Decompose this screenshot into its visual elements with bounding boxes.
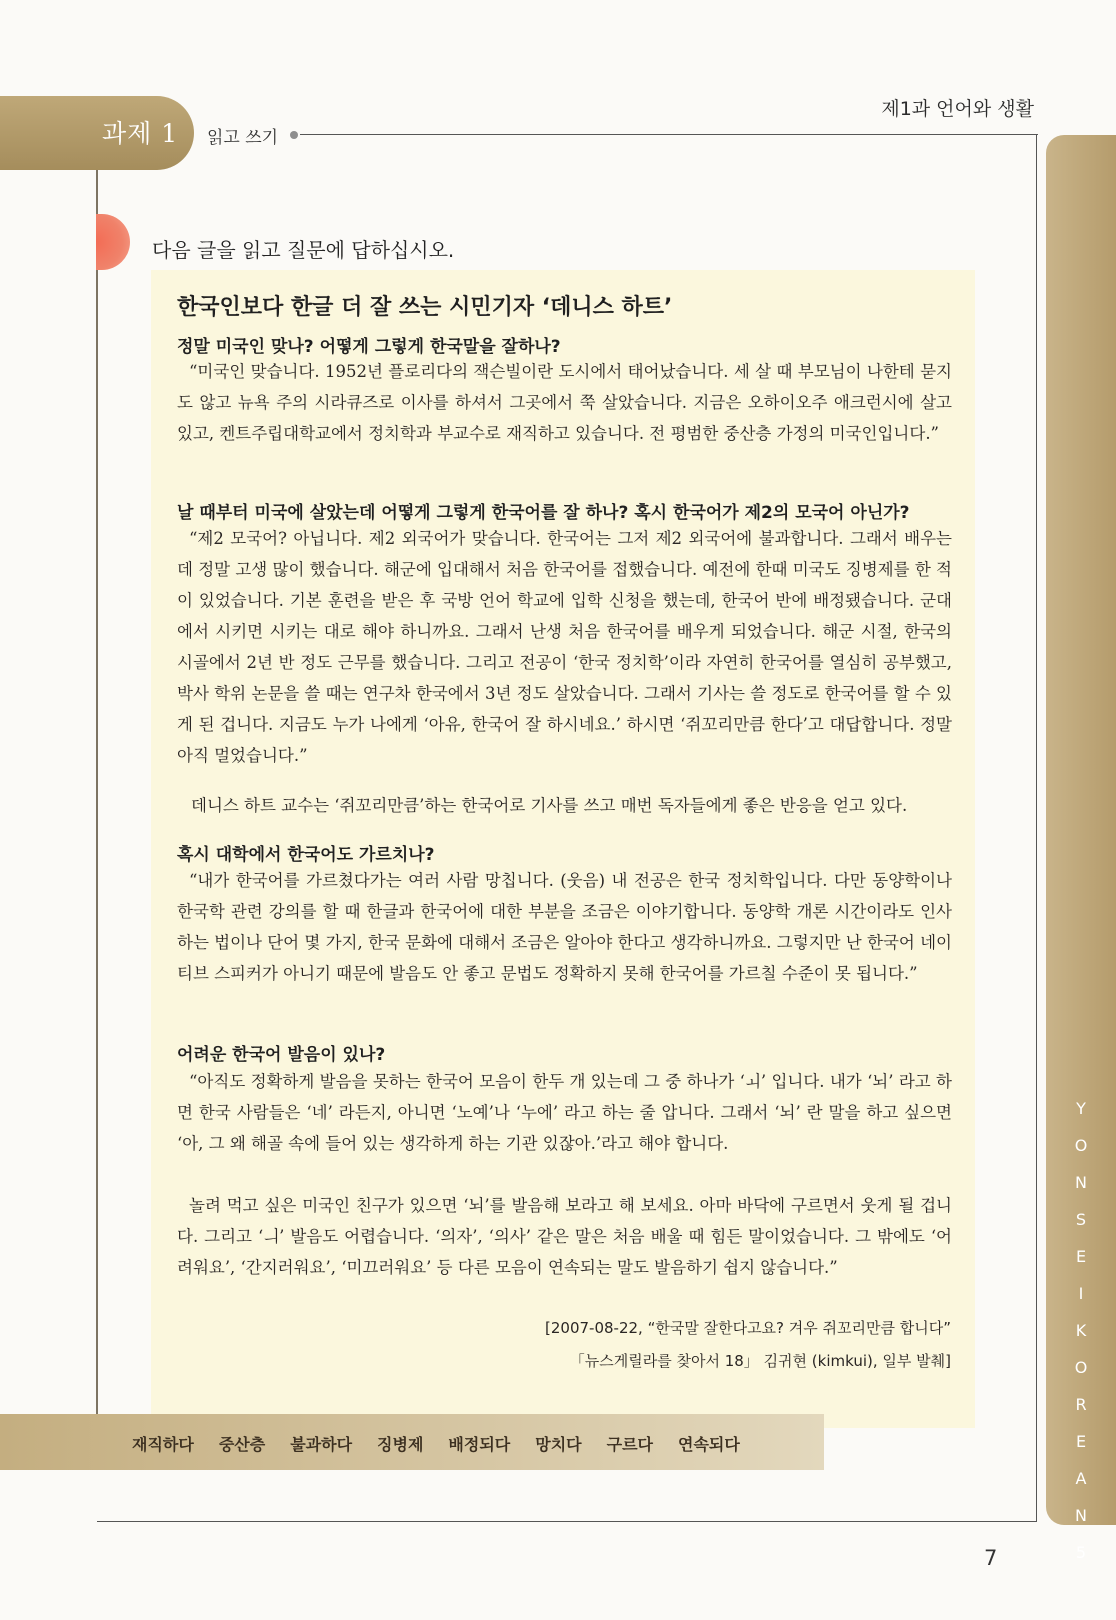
question-2: 날 때부터 미국에 살았는데 어떻게 그렇게 한국어를 잘 하나? 혹시 한국어가 제2의 모국어 아닌가?	[177, 503, 910, 523]
task-label: 과제 1	[102, 119, 179, 148]
vocabulary-item: 징병제	[377, 1435, 424, 1454]
frame-rule-right	[1036, 134, 1037, 1522]
answer-3: “내가 한국어를 가르쳤다가는 여러 사람 망칩니다. (웃음) 내 전공은 한국 정치학입니다. 다만 동양학이나 한국학 관련 강의를 할 때 한글과 한국어에 대한 부분을 조금은 이야기합니다. 동양학 개론 시간이라도 인사하는 법이나 단어 몇 가지, 한국 문화에 대해서 조금은 알아야 한다고 생각하니까요. 그렇지만 난 한국어 네이티브 스피커가 아니기 때문에 발음도 안 좋고 문법도 정확하지 못해 한국어를 가르칠 수준이 못 됩니다.”	[177, 871, 952, 983]
answer-4: “아직도 정확하게 발음을 못하는 한국어 모음이 한두 개 있는데 그 중 하나가 ‘ㅚ’ 입니다. 내가 ‘뇌’ 라고 하면 한국 사람들은 ‘네’ 라든지, 아니면 ‘노예’나 ‘누에’ 라고 하는 줄 압니다. 그래서 ‘뇌’ 란 말을 하고 싶으면 ‘아, 그 왜 해골 속에 들어 있는 생각하게 하는 기관 있잖아.’라고 해야 합니다.	[177, 1072, 952, 1153]
question-1: 정말 미국인 맞나? 어떻게 그렇게 한국말을 잘하나?	[177, 337, 561, 357]
vocabulary-item: 망치다	[535, 1435, 582, 1454]
source-line-1: [2007-08-22, “한국말 잘한다고요? 겨우 쥐꼬리만큼 합니다”	[545, 1319, 951, 1337]
vocabulary-item: 불과하다	[290, 1435, 353, 1454]
answer-1: “미국인 맞습니다. 1952년 플로리다의 잭슨빌이란 도시에서 태어났습니다. 세 살 때 부모님이 나한테 묻지도 않고 뉴욕 주의 시라큐즈로 이사를 하셔서 그곳에서 쭉 살았습니다. 지금은 오하이오주 애크런시에 살고 있고, 켄트주립대학교에서 정치학과 부교수로 재직하고 있습니다. 전 평범한 중산층 가정의 미국인입니다.”	[177, 362, 952, 443]
side-text: Y O N S E I K O R E A N 5	[1074, 1099, 1088, 1562]
header-rule	[300, 134, 1038, 135]
vocabulary-item: 배정되다	[448, 1435, 511, 1454]
frame-rule-bottom	[97, 1521, 1037, 1522]
vocabulary-item: 중산층	[218, 1435, 266, 1454]
section-label: 읽고 쓰기	[207, 128, 279, 148]
question-3: 혹시 대학에서 한국어도 가르치나?	[177, 845, 435, 865]
frame-rule-left	[96, 170, 98, 1440]
page-number: 7	[984, 1546, 998, 1570]
article-note: 데니스 하트 교수는 ‘쥐꼬리만큼’하는 한국어로 기사를 쓰고 매번 독자들에게 좋은 반응을 얻고 있다.	[191, 796, 908, 815]
marker-icon	[96, 214, 130, 270]
instruction: 다음 글을 읽고 질문에 답하십시오.	[152, 238, 455, 262]
source-line-2: 「뉴스게릴라를 찾아서 18」 김귀현 (kimkui), 일부 발췌]	[569, 1352, 951, 1370]
answer-4-continued: 놀려 먹고 싶은 미국인 친구가 있으면 ‘뇌’를 발음해 보라고 해 보세요. 아마 바닥에 구르면서 웃게 될 겁니다. 그리고 ‘ㅢ’ 발음도 어렵습니다. ‘의자’, ‘의사’ 같은 말은 처음 배울 때 힘든 말이었습니다. 그 밖에도 ‘어려워요’, ‘간지러워요’, ‘미끄러워요’ 등 다른 모음이 연속되는 말도 발음하기 쉽지 않습니다.”	[177, 1196, 952, 1277]
vocabulary-item: 재직하다	[132, 1435, 194, 1454]
bullet-icon	[290, 131, 298, 139]
chapter-title: 제1과 언어와 생활	[881, 98, 1034, 120]
vocabulary-list	[132, 1432, 765, 1455]
answer-2: “제2 모국어? 아닙니다. 제2 외국어가 맞습니다. 한국어는 그저 제2 외국어에 불과합니다. 그래서 배우는 데 정말 고생 많이 했습니다. 해군에 입대해서 처음 한국어를 접했습니다. 예전에 한때 미국도 징병제를 한 적이 있었습니다. 기본 훈련을 받은 후 국방 언어 학교에 입학 신청을 했는데, 한국어 반에 배정됐습니다. 군대에서 시키면 시키는 대로 해야 하니까요. 그래서 난생 처음 한국어를 배우게 되었습니다. 해군 시절, 한국의 시골에서 2년 반 정도 근무를 했습니다. 그리고 전공이 ‘한국 정치학’이라 자연히 한국어를 열심히 공부했고, 박사 학위 논문을 쓸 때는 연구차 한국에서 3년 정도 살았습니다. 그래서 기사는 쓸 정도로 한국어를 할 수 있게 된 겁니다. 지금도 누가 나에게 ‘아유, 한국어 잘 하시네요.’ 하시면 ‘쥐꼬리만큼 한다’고 대답합니다. 정말 아직 멀었습니다.”	[177, 529, 952, 765]
vocabulary-item: 연속되다	[677, 1435, 740, 1454]
vocabulary-item: 구르다	[606, 1435, 653, 1454]
question-4: 어려운 한국어 발음이 있나?	[177, 1045, 386, 1065]
article-title: 한국인보다 한글 더 잘 쓰는 시민기자 ‘데니스 하트’	[177, 295, 673, 320]
article-box	[151, 270, 975, 1428]
